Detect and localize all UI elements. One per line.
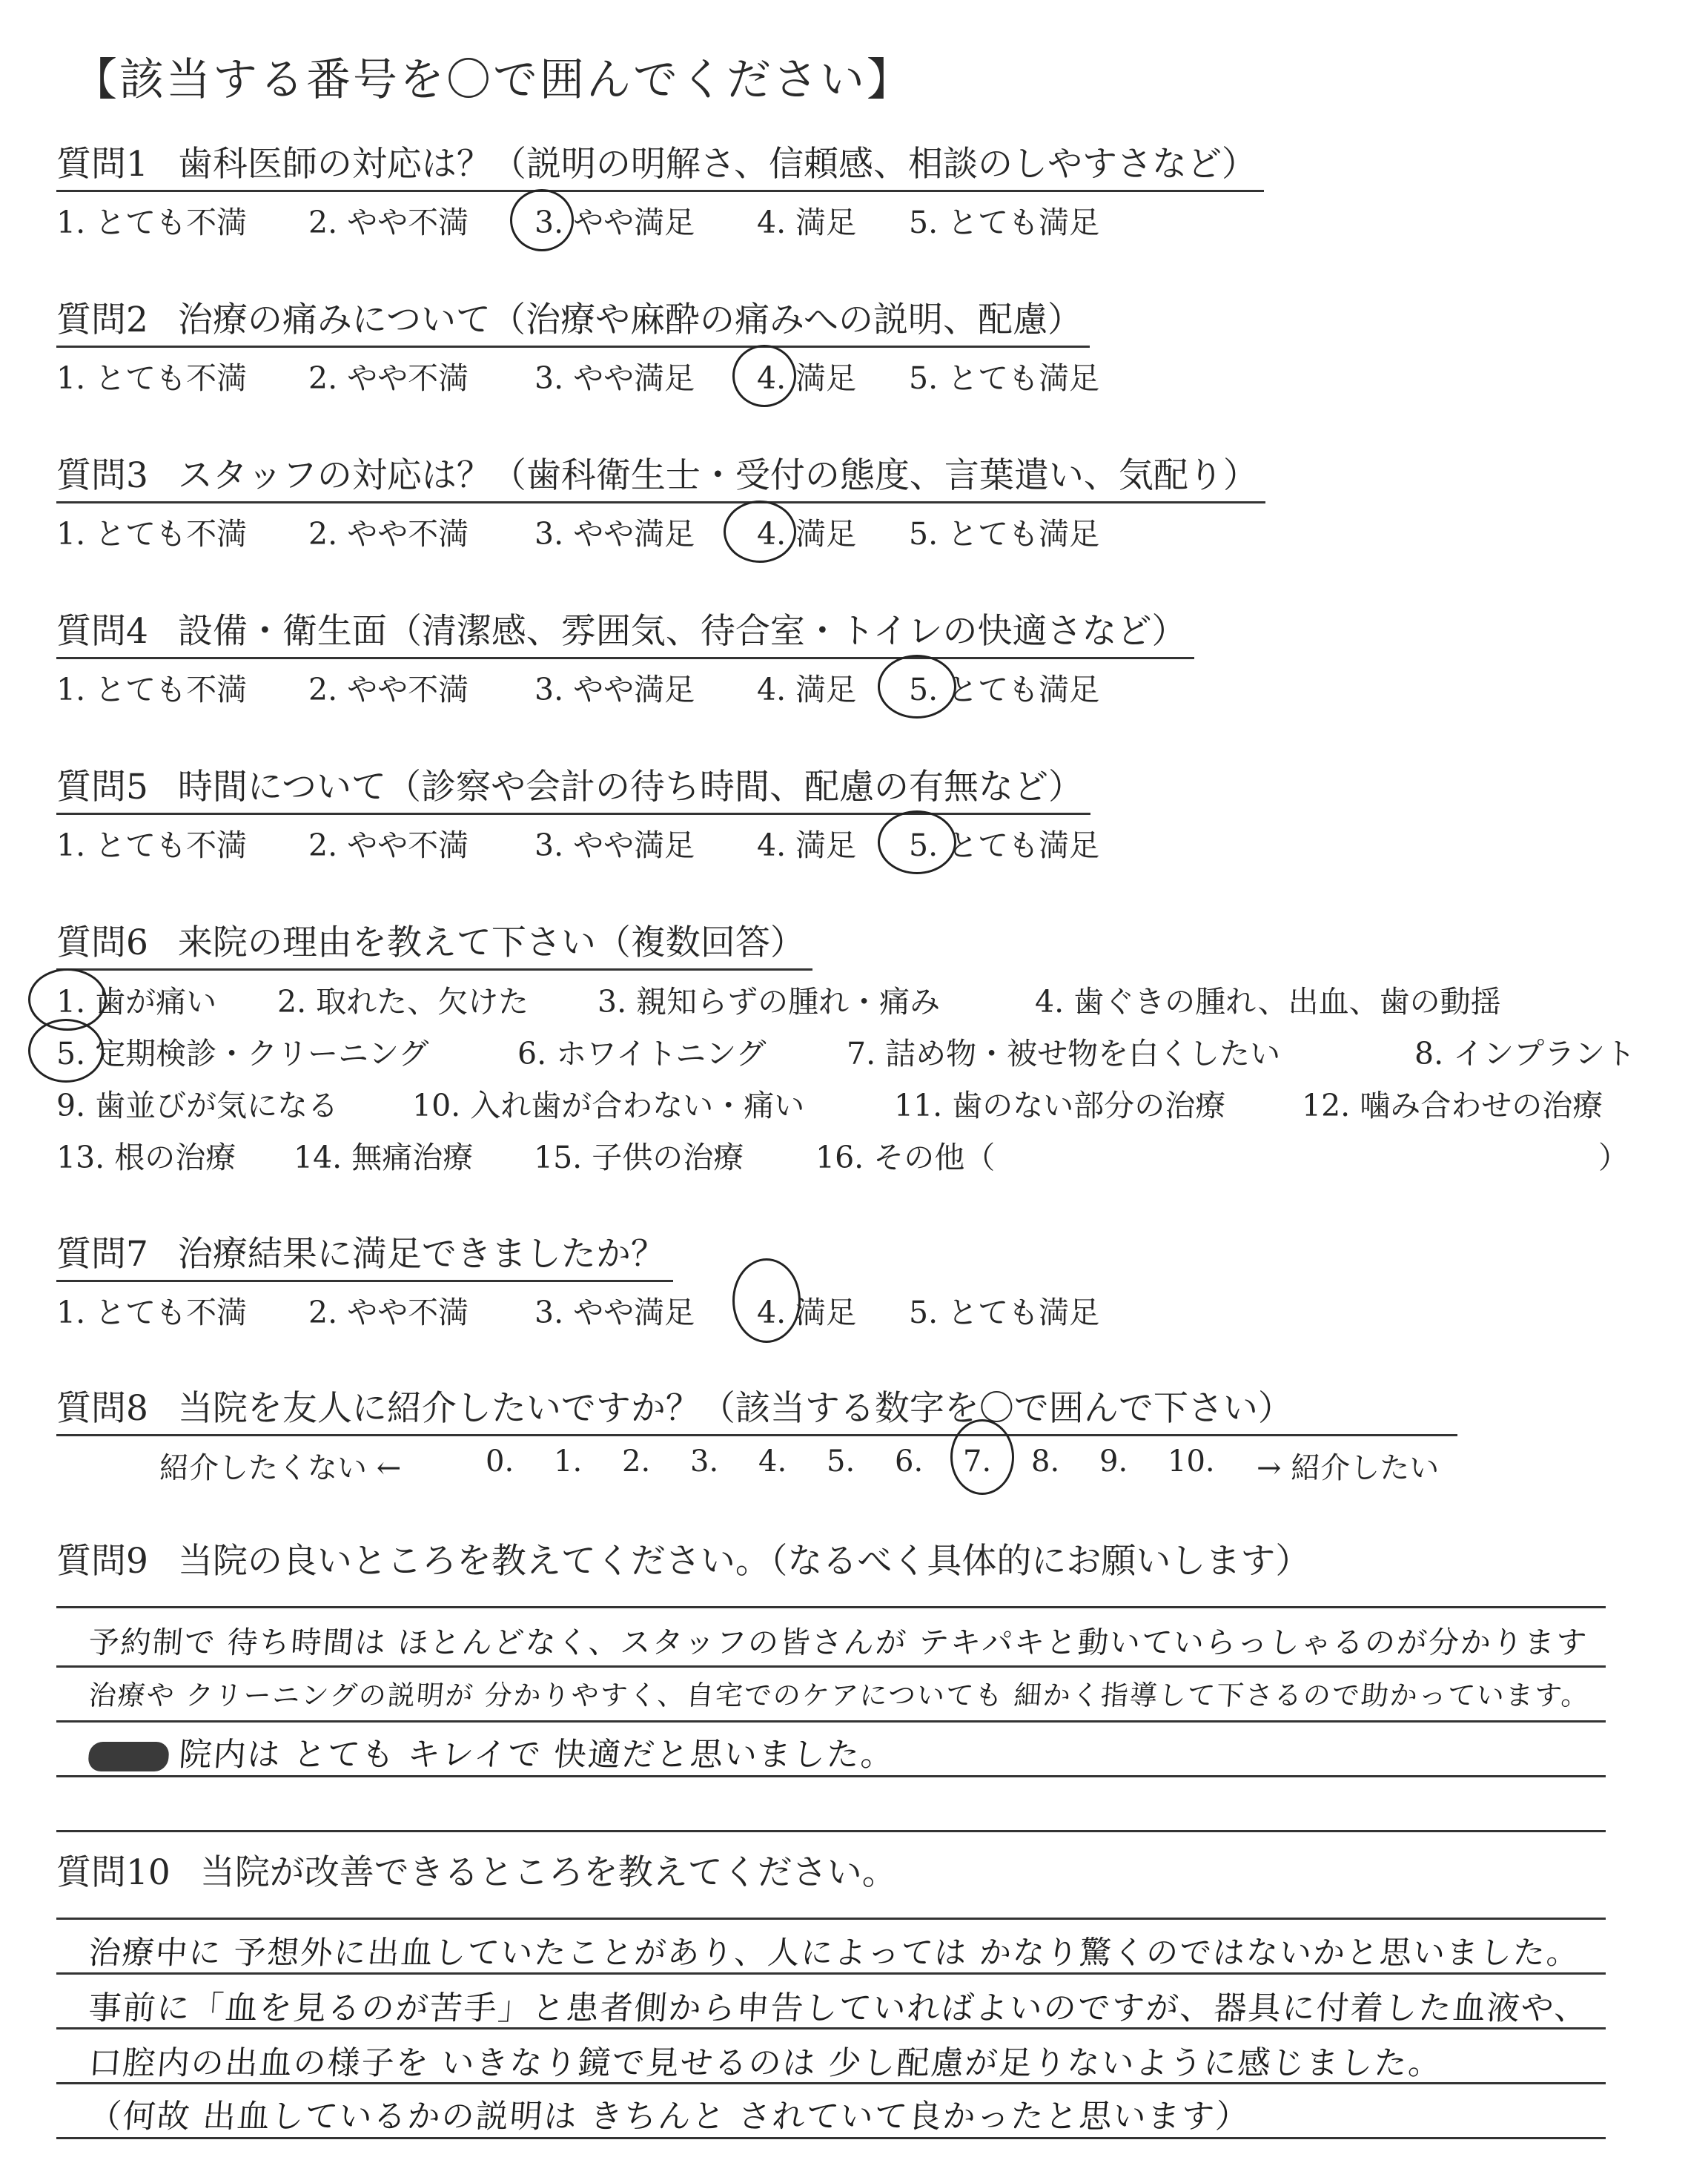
option-1[interactable]: 1. とても不満 xyxy=(56,828,248,863)
option-5[interactable]: 5. とても満足 xyxy=(909,828,1100,863)
option-4[interactable]: 4. 満足 xyxy=(757,360,857,396)
reason-option[interactable]: 2. 取れた、欠けた xyxy=(277,984,529,1020)
rating-options xyxy=(56,198,1264,245)
scale-option-2[interactable]: 2. xyxy=(622,1444,651,1479)
ruled-line xyxy=(56,1606,1606,1608)
question-text: 歯科医師の対応は？（説明の明解さ、信頼感、相談のしやすさなど） xyxy=(177,144,1257,185)
question-text: 治療結果に満足できましたか？ xyxy=(177,1234,666,1275)
question-text: スタッフの対応は？（歯科衛生士・受付の態度、言葉遣い、気配り） xyxy=(177,455,1258,496)
ruled-line xyxy=(56,1775,1606,1777)
scale-option-0[interactable]: 0. xyxy=(486,1444,514,1479)
reason-option[interactable]: 3. 親知らずの腫れ・痛み xyxy=(598,984,941,1020)
ruled-line xyxy=(56,1665,1606,1668)
reason-option[interactable]: 11. 歯のない部分の治療 xyxy=(894,1088,1226,1123)
scale-option-3[interactable]: 3. xyxy=(690,1444,719,1479)
reason-option[interactable]: 12. 噛み合わせの治療 xyxy=(1302,1088,1603,1123)
rating-options xyxy=(56,821,1100,868)
question-6 xyxy=(56,919,812,971)
scale-option-5[interactable]: 5. xyxy=(827,1444,855,1479)
scale-option-8[interactable]: 8. xyxy=(1031,1444,1060,1479)
rating-options xyxy=(56,509,1265,557)
answer-line-1: 予約制で 待ち時間は ほとんどなく、スタッフの皆さんが テキパキと動いていらっしゃるのが分かります xyxy=(87,1625,1589,1660)
reason-option[interactable]: 6. ホワイトニング xyxy=(517,1036,767,1071)
option-4[interactable]: 4. 満足 xyxy=(757,672,857,707)
question-7 xyxy=(56,1231,1100,1335)
question-text: 設備・衛生面（清潔感、雰囲気、待合室・トイレの快適さなど） xyxy=(177,611,1187,652)
question-5 xyxy=(56,764,1100,868)
scale-left-label: 紹介したくない ← xyxy=(159,1451,402,1485)
answer-line-3: 口腔内の出血の様子を いきなり鏡で見せるのは 少し配慮が足りないように感じました。 xyxy=(87,2044,1444,2082)
question-text: 当院の良いところを教えてください。（なるべく具体的にお願いします） xyxy=(177,1541,1311,1582)
answer-line-2: 事前に「血を見るのが苦手」と患者側から申告していればよいのですが、器具に付着した血液や、 xyxy=(87,1989,1590,2027)
question-text: 当院を友人に紹介したいですか？（該当する数字を〇で囲んで下さい） xyxy=(177,1388,1293,1429)
answer-line-3 xyxy=(87,1728,897,1775)
option-3[interactable]: 3. やや満足 xyxy=(534,205,695,240)
scale-option-9[interactable]: 9. xyxy=(1099,1444,1128,1479)
reason-option-other[interactable]: 16. その他（ xyxy=(815,1140,996,1175)
ruled-line xyxy=(56,2082,1606,2084)
reason-option[interactable]: 4. 歯ぐきの腫れ、出血、歯の動揺 xyxy=(1035,984,1501,1020)
option-3[interactable]: 3. やや満足 xyxy=(534,360,695,396)
scale-option-4[interactable]: 4. xyxy=(758,1444,787,1479)
reason-option[interactable]: 5. 定期検診・クリーニング xyxy=(56,1036,429,1071)
scale-option-7[interactable]: 7. xyxy=(963,1444,992,1479)
question-title xyxy=(56,1385,1457,1436)
option-5[interactable]: 5. とても満足 xyxy=(909,360,1100,396)
option-2[interactable]: 2. やや不満 xyxy=(308,672,469,707)
question-9 xyxy=(56,1538,1317,1587)
question-3 xyxy=(56,452,1265,557)
reason-option[interactable]: 7. 詰め物・被せ物を白くしたい xyxy=(847,1036,1281,1071)
option-1[interactable]: 1. とても不満 xyxy=(56,205,248,240)
rating-options xyxy=(56,665,1194,713)
question-title xyxy=(56,297,1090,348)
question-title xyxy=(56,764,1090,815)
option-5[interactable]: 5. とても満足 xyxy=(909,205,1100,240)
option-2[interactable]: 2. やや不満 xyxy=(308,360,469,396)
option-1[interactable]: 1. とても不満 xyxy=(56,672,248,707)
option-4[interactable]: 4. 満足 xyxy=(757,828,857,863)
question-title xyxy=(56,919,812,971)
scale-option-10[interactable]: 10. xyxy=(1168,1444,1215,1479)
option-1[interactable]: 1. とても不満 xyxy=(56,516,248,552)
option-3[interactable]: 3. やや満足 xyxy=(534,828,695,863)
ruled-line xyxy=(56,1972,1606,1975)
question-title xyxy=(56,608,1194,659)
reason-option[interactable]: 9. 歯並びが気になる xyxy=(56,1088,339,1123)
question-4 xyxy=(56,608,1194,713)
question-text: 治療の痛みについて（治療や麻酔の痛みへの説明、配慮） xyxy=(177,300,1083,340)
option-1[interactable]: 1. とても不満 xyxy=(56,1295,248,1330)
answer-line-1: 治療中に 予想外に出血していたことがあり、人によっては かなり驚くのではないかと思いました。 xyxy=(87,1935,1581,1972)
option-3[interactable]: 3. やや満足 xyxy=(534,672,695,707)
question-number: 質問9 xyxy=(56,1541,148,1582)
rating-options xyxy=(56,1288,1100,1335)
ruled-line xyxy=(56,2137,1606,2139)
reason-option[interactable]: 15. 子供の治療 xyxy=(534,1140,744,1175)
question-text: 来院の理由を教えて下さい（複数回答） xyxy=(177,922,805,963)
question-title xyxy=(56,452,1265,503)
option-2[interactable]: 2. やや不満 xyxy=(308,828,469,863)
option-5[interactable]: 5. とても満足 xyxy=(909,672,1100,707)
reason-option[interactable]: 1. 歯が痛い xyxy=(56,984,217,1020)
question-number: 質問4 xyxy=(56,611,148,652)
question-number: 質問5 xyxy=(56,767,148,807)
option-3[interactable]: 3. やや満足 xyxy=(534,1295,695,1330)
question-title xyxy=(56,1538,1317,1587)
scale-right-label: → 紹介したい xyxy=(1257,1451,1440,1485)
option-4[interactable]: 4. 満足 xyxy=(757,1295,857,1330)
reason-option[interactable]: 14. 無痛治療 xyxy=(294,1140,474,1175)
option-2[interactable]: 2. やや不満 xyxy=(308,1295,469,1330)
reason-option[interactable]: 8. インプラント xyxy=(1414,1036,1636,1071)
ruled-line xyxy=(56,1918,1606,1920)
question-number: 質問7 xyxy=(56,1234,148,1275)
question-title xyxy=(56,141,1264,192)
scale-option-6[interactable]: 6. xyxy=(895,1444,924,1479)
answer-line-3-text: 院内は とても キレイで 快適だと思いました。 xyxy=(177,1736,896,1774)
option-4[interactable]: 4. 満足 xyxy=(757,205,857,240)
ruled-line xyxy=(56,2027,1606,2029)
question-number: 質問8 xyxy=(56,1388,148,1429)
question-number: 質問2 xyxy=(56,300,148,340)
option-1[interactable]: 1. とても不満 xyxy=(56,360,248,396)
question-title xyxy=(56,1849,904,1898)
ruled-line xyxy=(56,1720,1606,1723)
option-3[interactable]: 3. やや満足 xyxy=(534,516,695,552)
question-text: 当院が改善できるところを教えてください。 xyxy=(199,1852,897,1893)
question-8 xyxy=(56,1385,1457,1436)
question-title xyxy=(56,1231,673,1282)
option-5[interactable]: 5. とても満足 xyxy=(909,1295,1100,1330)
question-number: 質問10 xyxy=(56,1852,171,1893)
option-2[interactable]: 2. やや不満 xyxy=(308,205,469,240)
question-10 xyxy=(56,1849,904,1898)
reason-option[interactable]: 13. 根の治療 xyxy=(56,1140,236,1175)
rating-options xyxy=(56,354,1100,401)
question-text: 時間について（診察や会計の待ち時間、配慮の有無など） xyxy=(177,767,1083,807)
question-number: 質問3 xyxy=(56,455,148,496)
answer-line-4: （何故 出血しているかの説明は きちんと されていて良かったと思います） xyxy=(87,2098,1251,2136)
option-4[interactable]: 4. 満足 xyxy=(757,516,857,552)
question-number: 質問6 xyxy=(56,922,148,963)
answer-line-2: 治療や クリーニングの説明が 分かりやすく、自宅でのケアについても 細かく指導して下さるので助かっています。 xyxy=(87,1680,1592,1711)
question-1 xyxy=(56,141,1264,245)
option-2[interactable]: 2. やや不満 xyxy=(308,516,469,552)
crossed-out-scribble xyxy=(87,1742,170,1771)
scale-option-1[interactable]: 1. xyxy=(554,1444,583,1479)
question-number: 質問1 xyxy=(56,144,148,185)
other-close-paren: ） xyxy=(1598,1140,1629,1175)
option-5[interactable]: 5. とても満足 xyxy=(909,516,1100,552)
ruled-line xyxy=(56,1830,1606,1832)
reason-option[interactable]: 10. 入れ歯が合わない・痛い xyxy=(412,1088,805,1123)
question-2 xyxy=(56,297,1100,401)
page-header: 【該当する番号を〇で囲んでください】 xyxy=(73,54,913,106)
